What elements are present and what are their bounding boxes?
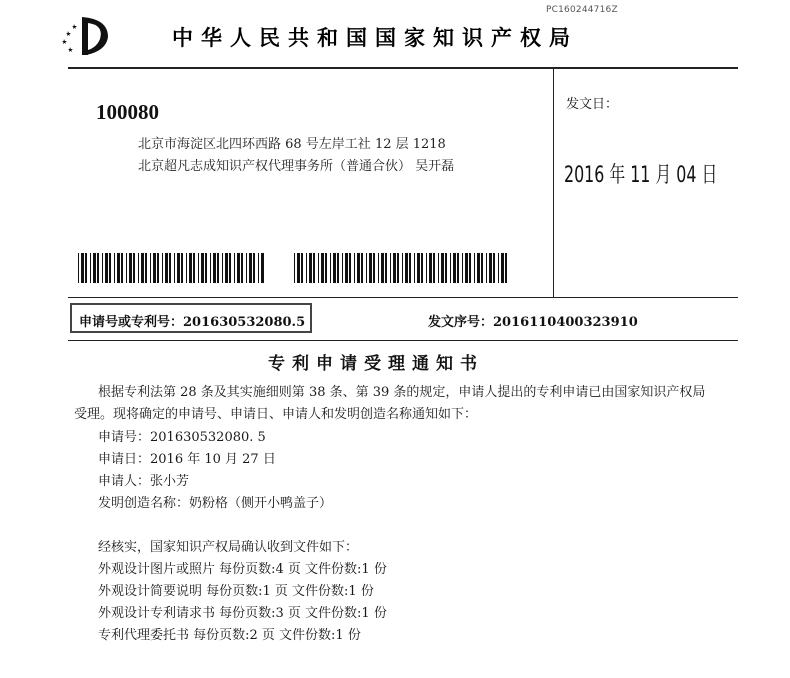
notice-paragraph-line-1: 根据专利法第 28 条及其实施细则第 38 条、第 39 条的规定，申请人提出的专利申请已由国家知识产权局 <box>98 385 706 400</box>
recipient-agency: 北京超凡志成知识产权代理事务所（普通合伙） 吴开磊 <box>138 159 455 174</box>
address-divider <box>68 297 738 298</box>
received-files-intro: 经核实，国家知识产权局确认收到文件如下： <box>98 540 359 555</box>
application-number-value: 201630532080.5 <box>183 315 306 330</box>
application-date-field: 申请日：2016 年 10 月 27 日 <box>98 452 276 467</box>
send-date-value: 2016 年 11 月 04 日 <box>564 163 718 188</box>
date-column-divider <box>553 68 554 298</box>
received-file-item: 外观设计专利请求书 每份页数:3 页 文件份数:1 份 <box>98 606 387 621</box>
application-number-field: 申请号：201630532080. 5 <box>98 430 266 445</box>
serial-number-label: 发文序号： <box>428 315 494 330</box>
received-file-item: 专利代理委托书 每份页数:2 页 文件份数:1 份 <box>98 628 361 643</box>
barcode-right <box>294 253 512 283</box>
recipient-address: 北京市海淀区北四环西路 68 号左岸工社 12 层 1218 <box>138 137 446 152</box>
received-file-item: 外观设计图片或照片 每份页数:4 页 文件份数:1 份 <box>98 562 387 577</box>
application-number <box>79 311 305 330</box>
serial-number-value: 2016110400323910 <box>493 315 638 330</box>
postal-code: 100080 <box>96 100 159 124</box>
application-number-label: 申请号或专利号： <box>79 315 184 330</box>
numbers-divider <box>68 340 738 341</box>
serial-number <box>428 311 638 330</box>
applicant-field: 申请人：张小芳 <box>98 474 190 489</box>
invention-title-field: 发明创造名称：奶粉格（侧开小鸭盖子） <box>98 496 333 511</box>
header-divider <box>68 67 738 69</box>
cnipa-logo-icon <box>60 11 116 57</box>
notice-title: 专利申请受理通知书 <box>268 354 484 374</box>
received-file-item: 外观设计简要说明 每份页数:1 页 文件份数:1 份 <box>98 584 374 599</box>
send-date-label: 发文日： <box>566 97 619 112</box>
barcode-left <box>78 253 264 283</box>
office-name: 中华人民共和国国家知识产权局 <box>172 26 578 50</box>
document-code: PC160244716Z <box>546 5 618 15</box>
notice-paragraph-line-2: 受理。现将确定的申请号、申请日、申请人和发明创造名称通知如下： <box>74 407 478 422</box>
